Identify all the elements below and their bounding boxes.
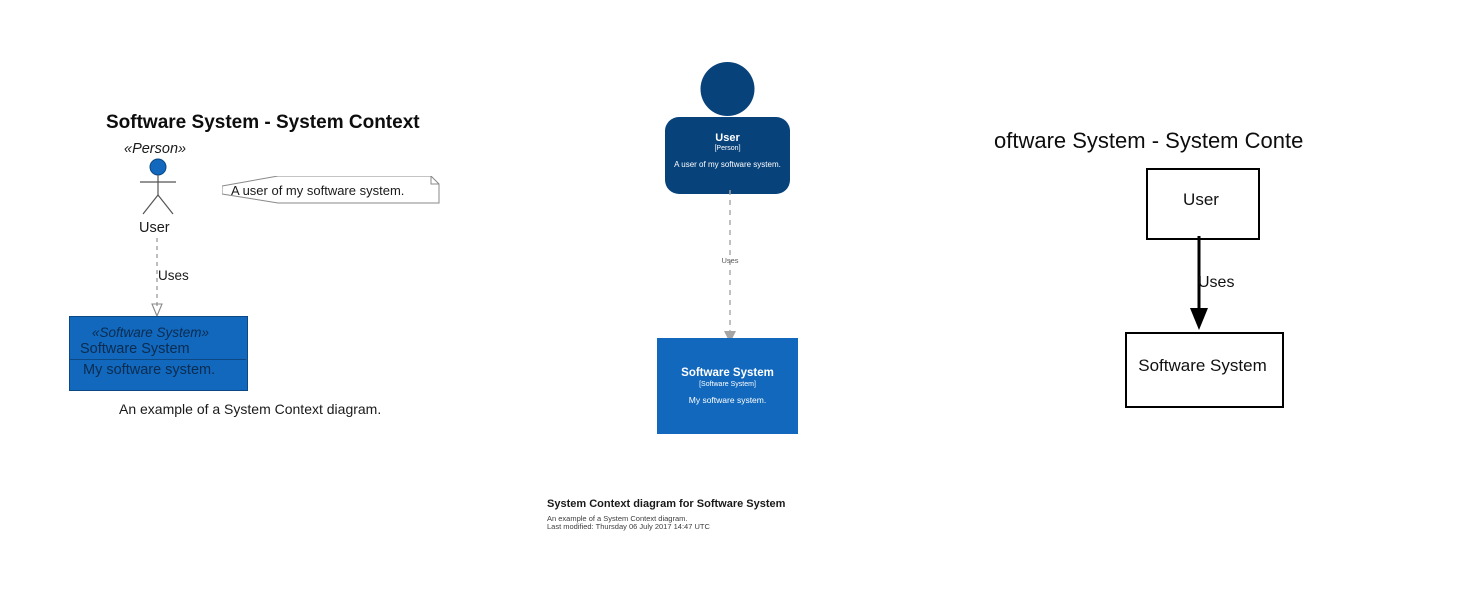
uml-system-stereotype: «Software System» [92, 325, 210, 340]
dot-system-label: Software System [1138, 356, 1267, 375]
dot-user-label: User [1183, 190, 1219, 209]
uml-system-description: My software system. [83, 362, 216, 378]
c4-system-type: [Software System] [699, 381, 756, 388]
c4-person-description: A user of my software system. [674, 160, 781, 169]
c4-person-type: [Person] [714, 145, 741, 152]
c4-footer-title: System Context diagram for Software System [547, 498, 786, 510]
dot-uses-label: Uses [1198, 274, 1235, 291]
uml-uses-label: Uses [158, 268, 189, 283]
uml-person-label: User [139, 220, 170, 236]
uml-diagram-panel [0, 0, 520, 596]
uml-system-name: Software System [80, 341, 190, 357]
dot-diagram-title: oftware System - System Conte [994, 128, 1304, 153]
c4-footer-description: An example of a System Context diagram. [547, 514, 688, 523]
uml-person-stereotype: «Person» [124, 141, 187, 157]
c4-footer-last-modified: Last modified: Thursday 06 July 2017 14:47 UTC [547, 522, 710, 531]
c4-system-name: Software System [681, 367, 774, 379]
c4-diagram-panel [520, 0, 980, 596]
c4-system-description: My software system. [688, 395, 767, 405]
uml-diagram-title: Software System - System Context [106, 112, 420, 133]
actor-stick-figure-icon [130, 158, 186, 218]
c4-person-shape [665, 62, 790, 194]
uml-note-text: A user of my software system. [231, 183, 405, 198]
c4-uses-label: Uses [721, 256, 739, 265]
dot-diagram-panel [980, 0, 1459, 596]
uml-box-divider [69, 359, 246, 360]
c4-uses-arrow [710, 190, 750, 345]
uml-diagram-caption: An example of a System Context diagram. [119, 401, 382, 417]
c4-person-name: User [715, 132, 740, 144]
